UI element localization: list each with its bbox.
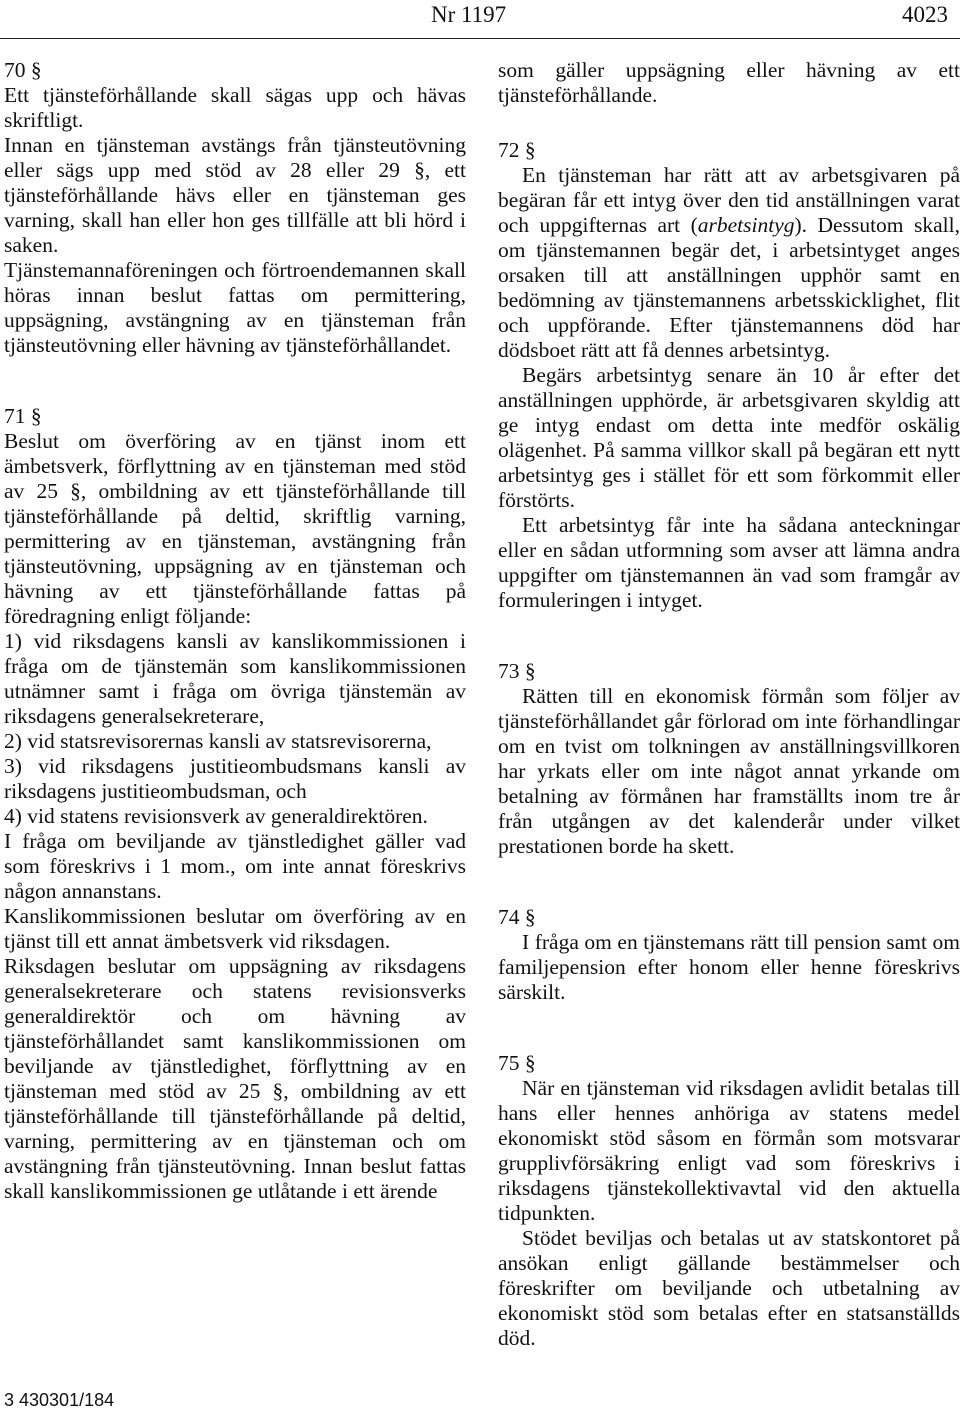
section-71-item-3: 3) vid riksdagens justitieombudsmans kansli av riksdagens justitieombudsman, och xyxy=(4,754,466,803)
page-number: 4023 xyxy=(902,2,948,27)
section-71-paragraph-1: Beslut om överföring av en tjänst inom ett ämbetsverk, förflyttning av en tjänsteman med stöd av 25 §, ombildning av ett tjänsteförhållande till tjänsteförhållande på deltid, skriftlig varning, permittering av en tjänsteman, avstängning från tjänsteutövning, uppsägning av en tjänsteman och hävning av ett tjänsteförhållande fattas på föredragning enligt följande: xyxy=(4,429,466,628)
section-72-paragraph-1-part-b: ). Dessutom skall, om tjänstemannen begär det, i arbetsintyget anges orsaken till att anställningen upphör samt en bedömning av tjänstemannens arbetsskicklighet, flit och uppförande. Efter tjänstemannens död har dödsboet rätt att få dennes arbetsintyg. xyxy=(498,213,960,362)
section-70-heading: 70 § xyxy=(4,58,42,82)
section-71-heading: 71 § xyxy=(4,404,42,428)
section-71-continuation: som gäller uppsägning eller hävning av ett tjänsteförhållande. xyxy=(498,58,960,107)
section-72-term-arbetsintyg: arbetsintyg xyxy=(697,213,795,237)
right-column xyxy=(498,58,960,1351)
left-column xyxy=(4,58,466,1204)
page-header xyxy=(0,2,960,32)
print-code: 3 430301/184 xyxy=(4,1390,115,1410)
section-71-paragraph-3: Kanslikommissionen beslutar om överföring av en tjänst till ett annat ämbetsverk vid riksdagen. xyxy=(4,904,466,953)
section-72-paragraph-2: Begärs arbetsintyg senare än 10 år efter det anställningen upphörde, är arbetsgivaren skyldig att ge intyg endast om detta inte medför oskälig olägenhet. På samma villkor skall på begäran ett nytt arbetsintyg ges i stället för ett som förkommit eller förstörts. xyxy=(498,363,960,512)
section-71-paragraph-2: I fråga om beviljande av tjänstledighet gäller vad som föreskrivs i 1 mom., om inte annat föreskrivs någon annanstans. xyxy=(4,829,466,903)
section-73-heading: 73 § xyxy=(498,659,536,683)
section-72-heading: 72 § xyxy=(498,138,536,162)
section-75-heading: 75 § xyxy=(498,1051,536,1075)
section-71-paragraph-4: Riksdagen beslutar om uppsägning av riksdagens generalsekreterare och statens revisionsverks generaldirektör och om hävning av tjänsteförhållandet samt kanslikommissionen om beviljande av tjänstledighet, förflyttning av en tjänsteman med stöd av 25 §, ombildning av ett tjänsteförhållande till tjänsteförhållande på deltid, varning, permittering av en tjänsteman och om avstängning från tjänsteutövning. Innan beslut fattas skall kanslikommissionen ge utlåtande i ett ärende xyxy=(4,954,466,1203)
section-70-paragraph-3: Tjänstemannaföreningen och förtroendemannen skall höras innan beslut fattas om permittering, uppsägning, avstängning av en tjänsteman från tjänsteutövning eller hävning av tjänsteförhållandet. xyxy=(4,258,466,357)
issue-number: Nr 1197 xyxy=(431,2,507,27)
section-75-paragraph-1: När en tjänsteman vid riksdagen avlidit betalas till hans eller hennes anhöriga av statens medel ekonomiskt stöd såsom en förmån som motsvarar grupplivförsäkring enligt vad som föreskrivs i riksdagens tjänstekollektivavtal vid den aktuella tidpunkten. xyxy=(498,1076,960,1225)
section-73-paragraph-1: Rätten till en ekonomisk förmån som följer av tjänsteförhållandet går förlorad om inte förhandlingar om en tvist om tolkningen av anställningsvillkoren har yrkats eller om inte något annat yrkande om betalning av förmånen har framställts inom tre år från utgången av det kalenderår under vilket prestationen borde ha skett. xyxy=(498,684,960,858)
section-72-paragraph-3: Ett arbetsintyg får inte ha sådana anteckningar eller en sådan utformning som avser att lämna andra uppgifter om tjänstemannen än vad som framgår av formuleringen i intyget. xyxy=(498,513,960,612)
section-71-item-2: 2) vid statsrevisorernas kansli av statsrevisorerna, xyxy=(4,729,432,753)
section-72-paragraph-1-part-a: En tjänsteman har rätt att av arbetsgivaren på begäran får ett intyg över den tid anställningen varat och uppgifternas art ( xyxy=(498,163,960,237)
section-72-paragraph-1 xyxy=(498,163,960,363)
section-74-paragraph-1: I fråga om en tjänstemans rätt till pension samt om familjepension efter honom eller henne föreskrivs särskilt. xyxy=(498,930,960,1004)
section-70-paragraph-1: Ett tjänsteförhållande skall sägas upp och hävas skriftligt. xyxy=(4,83,466,132)
section-75-paragraph-2: Stödet beviljas och betalas ut av statskontoret på ansökan enligt gällande bestämmelser och föreskrifter om beviljande och utbetalning av ekonomiskt stöd som betalas efter en statsanställds död. xyxy=(498,1226,960,1350)
section-71-item-4: 4) vid statens revisionsverk av generaldirektören. xyxy=(4,804,428,828)
section-74-heading: 74 § xyxy=(498,905,536,929)
section-71-item-1: 1) vid riksdagens kansli av kanslikommissionen i fråga om de tjänstemän som kanslikommissionen utnämner samt i fråga om övriga tjänstemän av riksdagens generalsekreterare, xyxy=(4,629,466,728)
section-70-paragraph-2: Innan en tjänsteman avstängs från tjänsteutövning eller sägs upp med stöd av 28 eller 29 §, ett tjänsteförhållande hävs eller en tjänsteman ges varning, skall han eller hon ges tillfälle att bli hörd i saken. xyxy=(4,133,466,257)
header-rule xyxy=(0,38,960,39)
